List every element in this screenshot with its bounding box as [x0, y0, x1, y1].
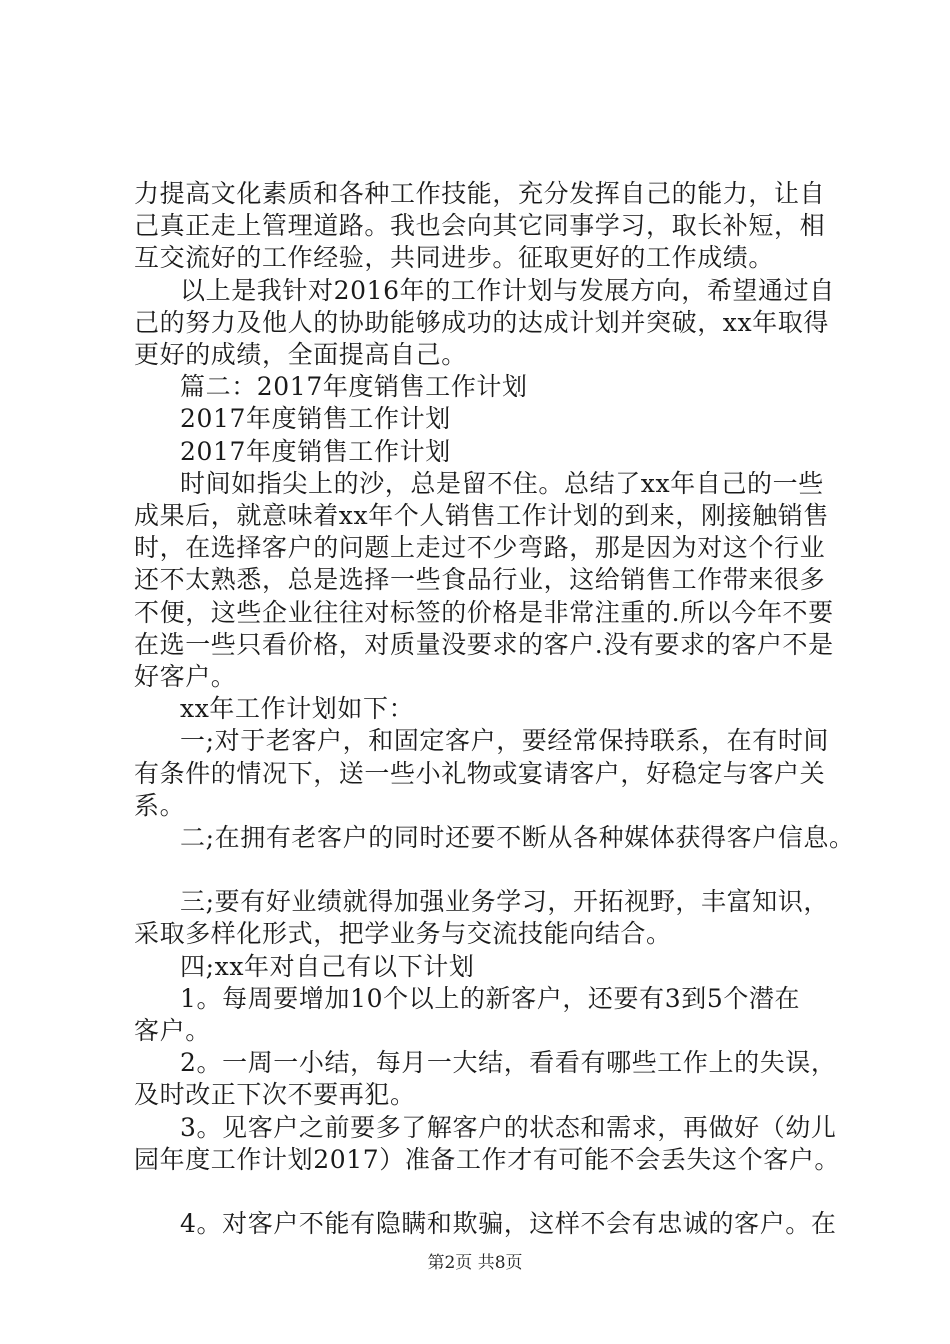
text-line: 四;xx年对自己有以下计划: [180, 951, 475, 981]
text-line: 二;在拥有老客户的同时还要不断从各种媒体获得客户信息。: [180, 823, 855, 853]
text-line: 3。见客户之前要多了解客户的状态和需求，再做好（幼儿: [180, 1112, 837, 1142]
text-line: 系。: [134, 790, 186, 820]
text-line: 成果后，就意味着xx年个人销售工作计划的到来，刚接触销售: [134, 501, 830, 531]
section-heading: 2017年度销售工作计划: [180, 436, 451, 466]
section-heading: 2017年度销售工作计划: [180, 404, 451, 434]
text-line: 时，在选择客户的问题上走过不少弯路，那是因为对这个行业: [134, 533, 826, 563]
text-line: 以上是我针对2016年的工作计划与发展方向，希望通过自: [180, 275, 835, 305]
text-line: 及时改正下次不要再犯。: [134, 1080, 416, 1110]
text-line: 三;要有好业绩就得加强业务学习，开拓视野，丰富知识，: [180, 887, 830, 917]
text-line: 采取多样化形式，把学业务与交流技能向结合。: [134, 919, 672, 949]
text-line: 1。每周要增加10个以上的新客户，还要有3到5个潜在: [180, 983, 801, 1013]
text-line: 一;对于老客户，和固定客户，要经常保持联系，在有时间: [180, 726, 830, 756]
page-footer: 第2页 共8页: [427, 1253, 523, 1273]
blank-line: [134, 854, 834, 886]
text-line: 有条件的情况下，送一些小礼物或宴请客户，好稳定与客户关: [134, 758, 826, 788]
text-line: 4。对客户不能有隐瞒和欺骗，这样不会有忠诚的客户。在: [180, 1209, 837, 1239]
blank-line: [134, 1176, 834, 1208]
text-line: 园年度工作计划2017）准备工作才有可能不会丢失这个客户。: [134, 1144, 841, 1174]
text-line: 不便，这些企业往往对标签的价格是非常注重的.所以今年不要: [134, 597, 834, 627]
text-line: 好客户。: [134, 662, 237, 692]
text-line: 己的努力及他人的协助能够成功的达成计划并突破，xx年取得: [134, 307, 830, 337]
text-line: 己真正走上管理道路。我也会向其它同事学习，取长补短，相: [134, 211, 826, 241]
text-line: 力提高文化素质和各种工作技能，充分发挥自己的能力，让自: [134, 179, 826, 208]
text-line: 2。一周一小结，每月一大结，看看有哪些工作上的失误，: [180, 1048, 837, 1078]
text-line: 更好的成绩，全面提高自己。: [134, 340, 467, 370]
text-line: 在选一些只看价格，对质量没要求的客户.没有要求的客户不是: [134, 629, 834, 659]
text-line: xx年工作计划如下：: [180, 694, 415, 724]
section-heading: 篇二：2017年度销售工作计划: [180, 372, 528, 402]
text-line: 时间如指尖上的沙，总是留不住。总结了xx年自己的一些: [180, 468, 824, 498]
text-line: 互交流好的工作经验，共同进步。征取更好的工作成绩。: [134, 243, 775, 273]
document-body: [134, 178, 855, 1240]
text-line: 还不太熟悉，总是选择一些食品行业，这给销售工作带来很多: [134, 565, 826, 595]
text-line: 客户。: [134, 1016, 211, 1046]
